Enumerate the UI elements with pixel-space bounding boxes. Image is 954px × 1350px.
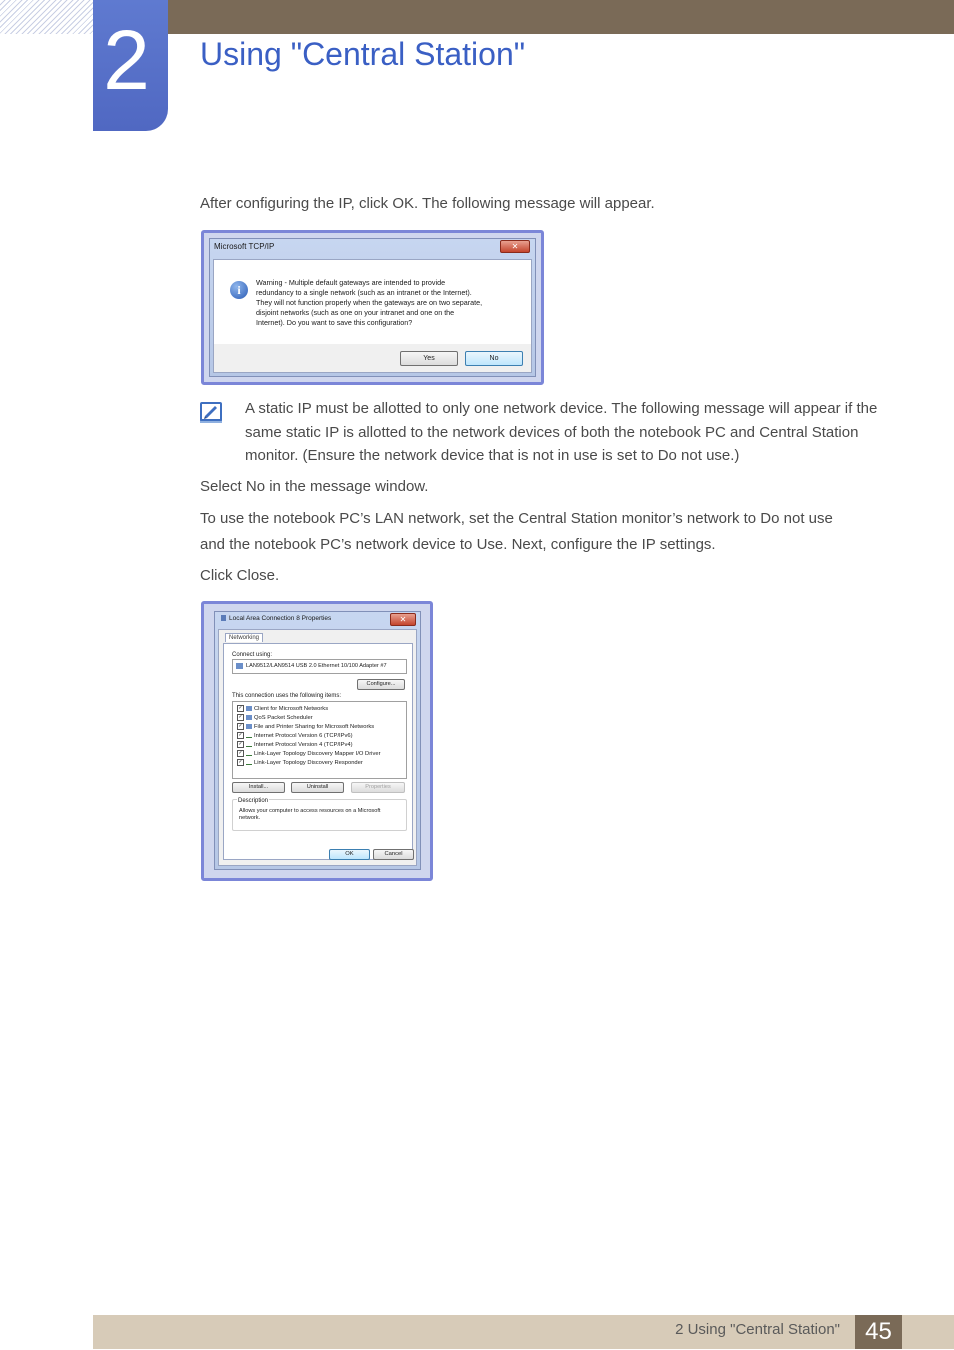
description-group xyxy=(232,799,407,831)
lan-properties-window xyxy=(214,611,421,870)
description-label: Description xyxy=(238,798,269,804)
components-list xyxy=(232,701,407,779)
paragraph-select-no: Select No in the message window. xyxy=(200,478,429,495)
chapter-tab xyxy=(93,0,168,131)
list-item-label: Internet Protocol Version 6 (TCP/IPv6) xyxy=(254,733,353,740)
list-item[interactable] xyxy=(237,732,353,739)
checkbox-checked-icon[interactable]: ✓ xyxy=(238,732,243,738)
warning-line: Warning - Multiple default gateways are intended to provide xyxy=(256,278,446,287)
cancel-button[interactable]: Cancel xyxy=(373,849,414,860)
checkbox-checked-icon[interactable]: ✓ xyxy=(238,723,243,729)
list-item-label: Client for Microsoft Networks xyxy=(254,706,329,713)
configure-button[interactable]: Configure... xyxy=(357,679,405,690)
warning-line: They will not function properly when the gateways are on two separate, xyxy=(256,298,483,307)
note-pencil-icon xyxy=(200,401,223,424)
protocol-icon xyxy=(246,752,252,756)
list-item[interactable] xyxy=(237,741,353,748)
tcpip-dialog-title: Microsoft TCP/IP xyxy=(214,242,275,251)
checkbox-checked-icon[interactable]: ✓ xyxy=(238,705,243,711)
checkbox-checked-icon[interactable]: ✓ xyxy=(238,750,243,756)
warning-line: disjoint networks (such as one on your intranet and one on the xyxy=(256,308,455,317)
footer-section-title: 2 Using "Central Station" xyxy=(675,1321,840,1338)
connect-using-label: Connect using: xyxy=(232,652,273,658)
list-item-label: Link-Layer Topology Discovery Mapper I/O Driver xyxy=(254,751,381,758)
note-line: same static IP is allotted to the network devices of both the notebook PC and Central Station xyxy=(245,423,859,441)
adapter-name: LAN9512/LAN9514 USB 2.0 Ethernet 10/100 Adapter #7 xyxy=(246,663,387,669)
close-icon[interactable]: ✕ xyxy=(500,240,530,253)
tcpip-dialog-body xyxy=(213,259,532,373)
list-item-label: File and Printer Sharing for Microsoft Networks xyxy=(254,724,375,731)
list-item[interactable] xyxy=(237,750,381,757)
header-bar xyxy=(168,0,954,34)
chapter-number: 2 xyxy=(103,13,147,107)
screenshot-tcpip-warning xyxy=(201,230,544,385)
list-item[interactable] xyxy=(237,714,313,721)
network-icon xyxy=(221,615,226,621)
warning-line: Internet). Do you want to save this configuration? xyxy=(256,318,413,327)
no-button[interactable]: No xyxy=(465,351,523,366)
paragraph-click-close: Click Close. xyxy=(200,567,280,584)
adapter-icon xyxy=(236,663,243,669)
checkbox-checked-icon[interactable]: ✓ xyxy=(238,714,243,720)
items-label: This connection uses the following items: xyxy=(232,693,342,699)
note-line: A static IP must be allotted to only one network device. The following message will appear if the xyxy=(245,400,878,417)
ok-button[interactable]: OK xyxy=(329,849,370,860)
description-line: network. xyxy=(239,815,261,821)
adapter-box xyxy=(232,659,407,674)
list-item[interactable] xyxy=(237,759,363,766)
lan-properties-title-text: Local Area Connection 8 Properties xyxy=(229,615,332,622)
list-item[interactable] xyxy=(237,723,374,730)
list-item-label: Link-Layer Topology Discovery Responder xyxy=(254,760,363,767)
protocol-icon xyxy=(246,743,252,747)
tab-networking[interactable]: Networking xyxy=(225,633,263,642)
properties-button[interactable]: Properties xyxy=(351,782,405,793)
paragraph-lan-network xyxy=(200,506,833,558)
footer-bar xyxy=(93,1315,954,1349)
service-icon xyxy=(246,715,252,720)
yes-button[interactable]: Yes xyxy=(400,351,458,366)
protocol-icon xyxy=(246,734,252,738)
page-number: 45 xyxy=(855,1315,902,1349)
screenshot-lan-properties xyxy=(201,601,433,881)
note-line: monitor. (Ensure the network device that is not in use is set to Do not use.) xyxy=(245,447,740,464)
page-title: Using "Central Station" xyxy=(200,36,526,72)
lan-properties-title xyxy=(221,615,331,622)
checkbox-checked-icon[interactable]: ✓ xyxy=(238,759,243,765)
paragraph-intro: After configuring the IP, click OK. The following message will appear. xyxy=(200,195,655,212)
service-icon xyxy=(246,724,252,729)
tcpip-button-row xyxy=(214,344,531,372)
note-text xyxy=(245,397,885,468)
checkbox-checked-icon[interactable]: ✓ xyxy=(238,741,243,747)
uninstall-button[interactable]: Uninstall xyxy=(291,782,344,793)
paragraph-line: To use the notebook PC’s LAN network, set the Central Station monitor’s network to Do not use xyxy=(200,510,833,527)
networking-tab-panel xyxy=(223,643,413,860)
tcpip-dialog-window xyxy=(209,238,536,377)
close-icon[interactable]: ✕ xyxy=(390,613,416,626)
warning-message xyxy=(256,278,526,328)
client-icon xyxy=(246,706,252,711)
protocol-icon xyxy=(246,761,252,765)
list-item-label: QoS Packet Scheduler xyxy=(254,715,313,722)
header-hatch-decoration xyxy=(0,0,93,34)
list-item-label: Internet Protocol Version 4 (TCP/IPv4) xyxy=(254,742,353,749)
list-item[interactable] xyxy=(237,705,328,712)
paragraph-line: and the notebook PC’s network device to Use. Next, configure the IP settings. xyxy=(200,536,716,553)
install-button[interactable]: Install... xyxy=(232,782,285,793)
warning-line: redundancy to a single network (such as an intranet or the Internet). xyxy=(256,288,472,297)
description-line: Allows your computer to access resources on a Microsoft xyxy=(239,808,381,814)
info-icon: i xyxy=(230,281,248,299)
lan-properties-body xyxy=(218,629,417,866)
